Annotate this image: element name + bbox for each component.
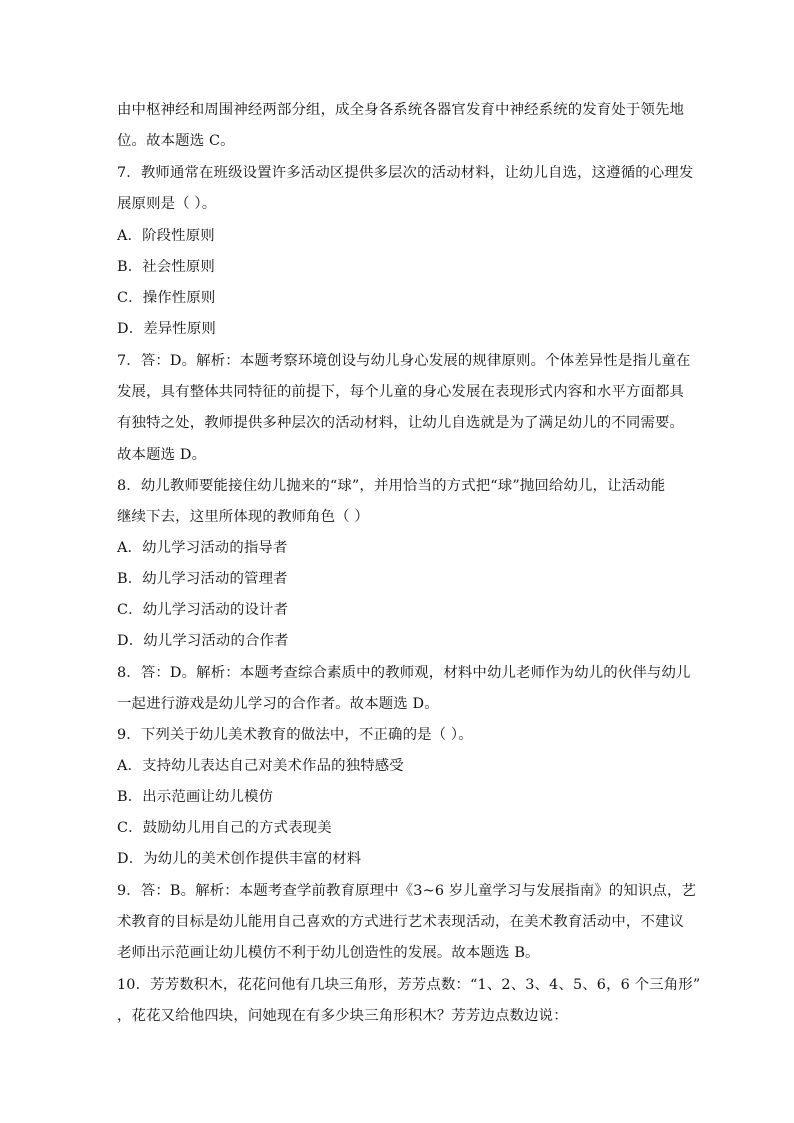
text-line: 展原则是（ ）。 [117, 196, 217, 212]
option-a: A．支持幼儿表达自己对美术作品的独特感受 [117, 758, 404, 774]
option-b: B．幼儿学习活动的管理者 [117, 571, 288, 587]
answer-8: 8．答：D。解析：本题考查综合素质中的教师观，材料中幼儿老师作为幼儿的伙伴与幼儿 [117, 665, 691, 681]
option-a: A．幼儿学习活动的指导者 [117, 540, 288, 556]
option-c: C．幼儿学习活动的设计者 [117, 602, 289, 618]
option-d: D．为幼儿的美术创作提供丰富的材料 [117, 851, 362, 867]
text-line: 由中枢神经和周围神经两部分组，成全身各系统各器官发育中神经系统的发育处于领先地 [117, 102, 685, 118]
question-8-stem: 8．幼儿教师要能接住幼儿抛来的“球”，并用恰当的方式把“球”抛回给幼儿，让活动能 [117, 478, 666, 494]
text-line: 有独特之处，教师提供多种层次的活动材料，让幼儿自选就是为了满足幼儿的不同需要。 [117, 415, 685, 431]
answer-9: 9．答：B。解析：本题考查学前教育原理中《3~6 岁儿童学习与发展指南》的知识点，艺 [117, 883, 697, 899]
question-7-stem: 7．教师通常在班级设置许多活动区提供多层次的活动材料，让幼儿自选，这遵循的心理发 [117, 165, 694, 181]
option-c: C．鼓励幼儿用自己的方式表现美 [117, 820, 332, 836]
option-d: D．幼儿学习活动的合作者 [117, 633, 289, 649]
option-b: B．社会性原则 [117, 259, 215, 275]
option-c: C．操作性原则 [117, 290, 216, 306]
option-d: D．差异性原则 [117, 321, 216, 337]
text-line: 术教育的目标是幼儿能用自己喜欢的方式进行艺术表现活动，在美术教育活动中，不建议 [117, 914, 685, 930]
text-line: 故本题选 D。 [117, 447, 207, 463]
question-10-stem: 10．芳芳数积木，花花问他有几块三角形，芳芳点数：“1、2、3、4、5、6，6 个三角形” [117, 977, 701, 993]
text-line: ，花花又给他四块，问她现在有多少块三角形积木？芳芳边点数边说： [117, 1008, 568, 1024]
question-9-stem: 9．下列关于幼儿美术教育的做法中，不正确的是（ ）。 [117, 727, 473, 743]
text-line: 继续下去，这里所体现的教师角色（ ） [117, 509, 369, 525]
text-line: 发展，具有整体共同特征的前提下，每个儿童的身心发展在表现形式内容和水平方面都具 [117, 384, 685, 400]
option-a: A．阶段性原则 [117, 228, 215, 244]
text-line: 位。故本题选 C。 [117, 133, 235, 149]
text-line: 一起进行游戏是幼儿学习的合作者。故本题选 D。 [117, 696, 439, 712]
answer-7: 7．答：D。解析：本题考察环境创设与幼儿身心发展的规律原则。个体差异性是指儿童在 [117, 353, 691, 369]
option-b: B．出示范画让幼儿模仿 [117, 789, 274, 805]
text-line: 老师出示范画让幼儿模仿不利于幼儿创造性的发展。故本题选 B。 [117, 945, 540, 961]
